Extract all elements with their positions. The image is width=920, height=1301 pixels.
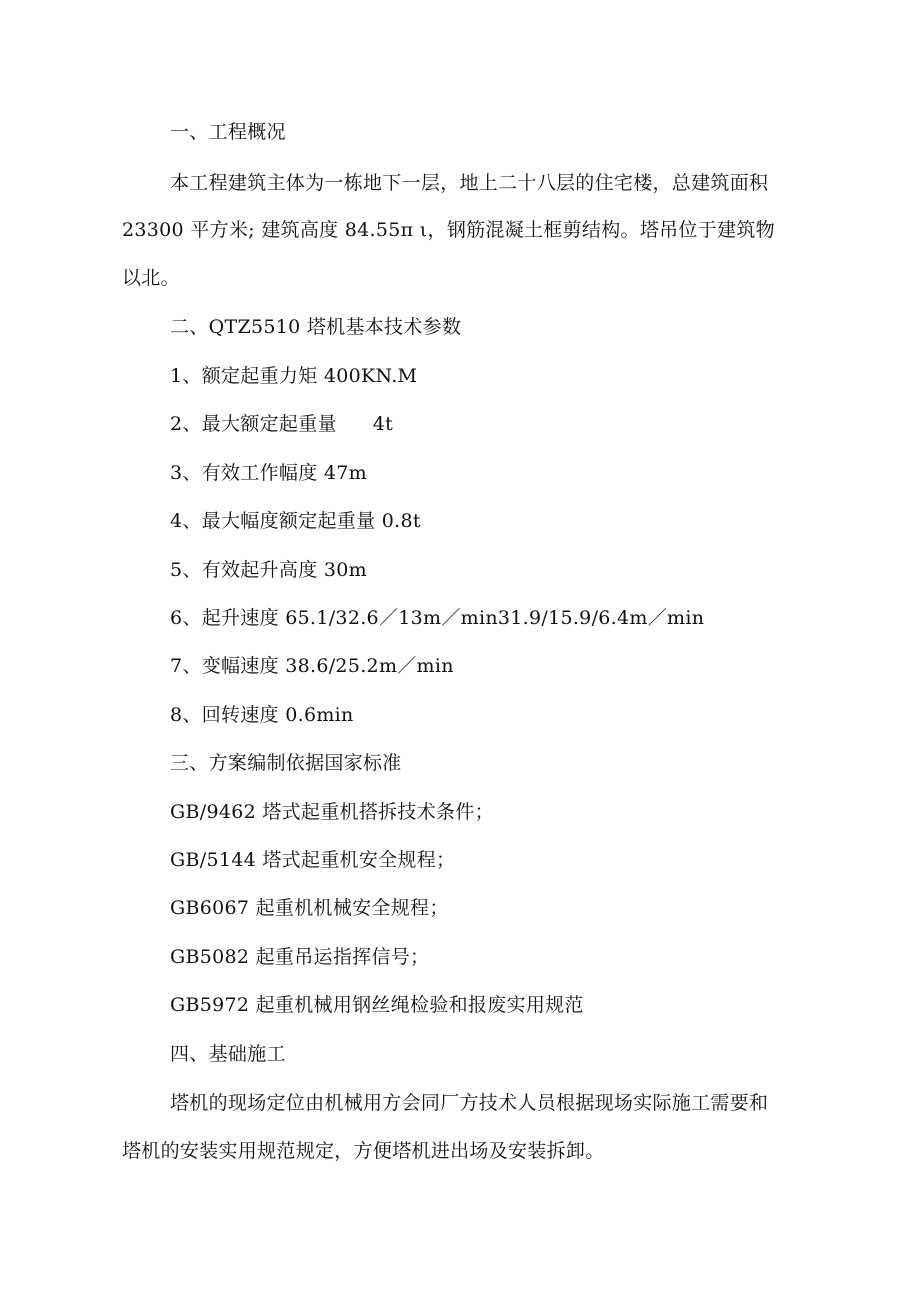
- section4-heading: 四、基础施工: [170, 1043, 286, 1065]
- standard-item-1: GB/9462 塔式起重机搭拆技术条件；: [170, 801, 494, 823]
- param-item-5: 5、有效起升高度 30m: [170, 559, 367, 581]
- param-item-2-label: 2、最大额定起重量: [170, 413, 337, 435]
- section4-paragraph-line1: 塔机的现场定位由机械用方会同厂方技术人员根据现场实际施工需要和: [170, 1092, 769, 1114]
- param-item-3: 3、有效工作幅度 47m: [170, 462, 367, 484]
- section3-heading: 三、方案编制依据国家标准: [170, 752, 402, 774]
- param-item-4: 4、最大幅度额定起重量 0.8t: [170, 510, 421, 532]
- standard-item-4: GB5082 起重吊运指挥信号；: [170, 946, 430, 968]
- standard-item-2: GB/5144 塔式起重机安全规程；: [170, 849, 456, 871]
- param-item-1: 1、额定起重力矩 400KN.M: [170, 365, 418, 387]
- section1-paragraph-line1: 本工程建筑主体为一栋地下一层，地上二十八层的住宅楼，总建筑面积: [170, 172, 769, 194]
- param-item-6: 6、起升速度 65.1/32.6／13m／min31.9/15.9/6.4m／min: [170, 607, 705, 629]
- param-item-2: [170, 412, 393, 436]
- param-item-7: 7、变幅速度 38.6/25.2m／min: [170, 655, 454, 677]
- section1-paragraph-line3: 以北。: [122, 267, 180, 289]
- standard-item-5: GB5972 起重机械用钢丝绳检验和报废实用规范: [170, 994, 584, 1016]
- param-item-2-value: 4t: [372, 413, 394, 435]
- section2-heading: 二、QTZ5510 塔机基本技术参数: [170, 316, 462, 338]
- section4-paragraph-line2: 塔机的安装实用规范规定，方便塔机进出场及安装拆卸。: [122, 1140, 605, 1162]
- section1-heading: 一、工程概况: [170, 121, 286, 143]
- param-item-8: 8、回转速度 0.6min: [170, 704, 354, 726]
- section1-paragraph-line2: 23300 平方米; 建筑高度 84.55π ι，钢筋混凝土框剪结构。塔吊位于建筑物: [122, 219, 775, 241]
- standard-item-3: GB6067 起重机机械安全规程；: [170, 897, 449, 919]
